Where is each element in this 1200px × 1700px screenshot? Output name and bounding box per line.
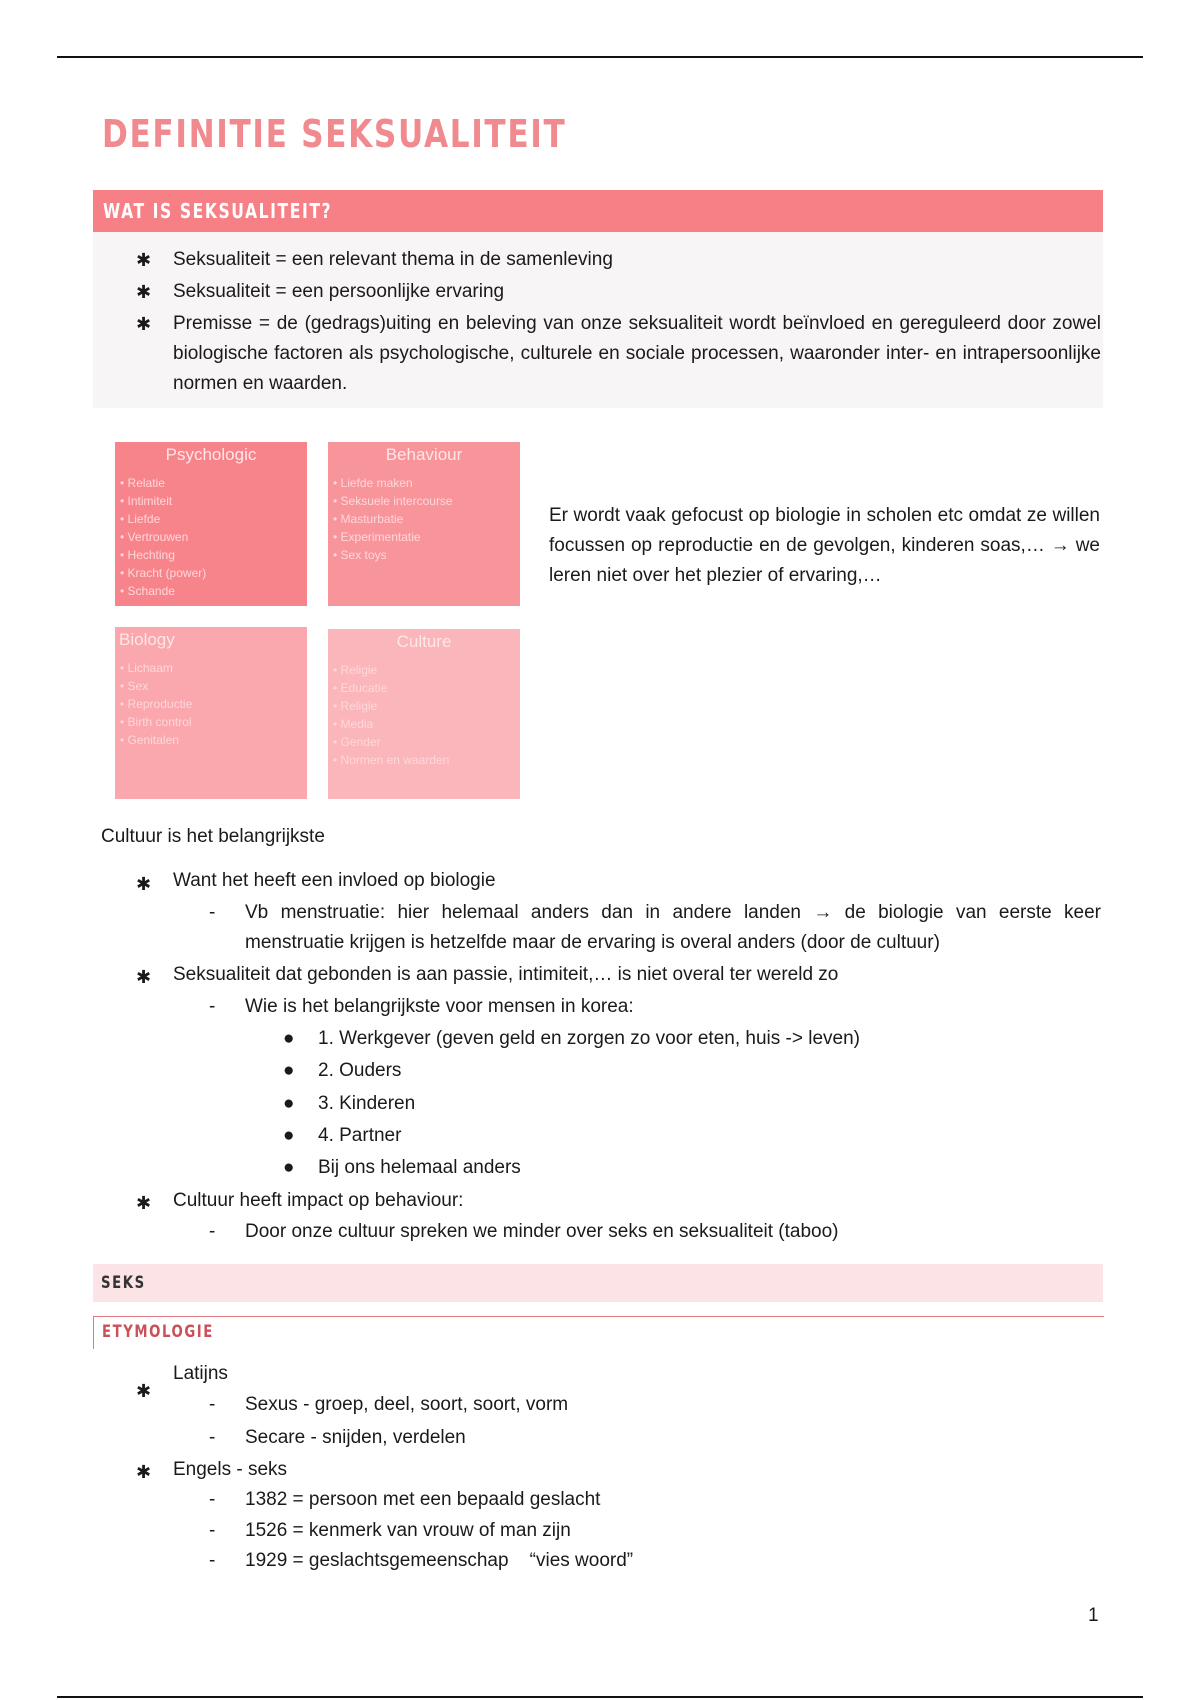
bullet-star-icon: ✱ [136, 314, 152, 334]
etymology-subitem: Sexus - groep, deel, soort, soort, vorm [245, 1394, 569, 1415]
diagram-box-biology [115, 627, 307, 799]
korea-list-item: Bij ons helemaal anders [318, 1157, 521, 1178]
diagram-item: • Experimentatie [333, 528, 453, 546]
dash-icon: - [209, 1489, 216, 1510]
korea-list-item: 2. Ouders [318, 1060, 402, 1081]
dash-icon: - [209, 1221, 216, 1242]
bullet-star-icon: ✱ [136, 250, 152, 270]
bullet-star-icon: ✱ [136, 874, 152, 894]
page-number: 1 [1088, 1605, 1099, 1626]
header-rule [57, 56, 1143, 58]
diagram-box-title: Biology [119, 630, 175, 649]
diagram-box-title: Behaviour [385, 445, 463, 464]
diagram-box-culture [328, 629, 520, 799]
dash-icon: - [209, 1427, 216, 1448]
etymology-heading: ETYMOLOGIE [102, 1322, 214, 1342]
culture-subitem: Door onze cultuur spreken we minder over seks en seksualiteit (taboo) [245, 1221, 839, 1242]
bullet-star-icon: ✱ [136, 282, 152, 302]
diagram-item: • Educatie [333, 679, 449, 697]
diagram-item: • Masturbatie [333, 510, 453, 528]
dash-icon: - [209, 1394, 216, 1415]
etymology-subitem: Secare - snijden, verdelen [245, 1427, 466, 1448]
diagram-item: • Normen en waarden [333, 751, 449, 769]
diagram-item: • Sex toys [333, 546, 453, 564]
section-heading: WAT IS SEKSUALITEIT? [103, 199, 333, 223]
footer-rule [57, 1696, 1143, 1698]
section-heading-band [93, 190, 1103, 232]
korea-list-item: 1. Werkgever (geven geld en zorgen zo voor eten, huis -> leven) [318, 1028, 860, 1049]
seks-heading: SEKS [101, 1273, 146, 1293]
bullet-star-icon: ✱ [136, 1381, 152, 1401]
diagram-item: • Birth control [120, 713, 192, 731]
seks-heading-band [93, 1264, 1103, 1302]
bullet-dot-icon: ● [283, 1060, 295, 1081]
dash-icon: - [209, 902, 216, 923]
culture-heading: Cultuur is het belangrijkste [101, 826, 325, 847]
bullet-star-icon: ✱ [136, 967, 152, 987]
culture-subitem: Vb menstruatie: hier helemaal anders dan in andere landen → de biologie van eerste keer menstruatie krijgen is hetzelfde maar de ervaring is overal anders (door de cultuur) [245, 902, 1101, 953]
diagram-box-title: Culture [396, 632, 452, 651]
etymology-bullet: Latijns [173, 1363, 228, 1384]
diagram-item: • Reproductie [120, 695, 192, 713]
diagram-box-list [333, 661, 449, 769]
diagram-item: • Sex [120, 677, 192, 695]
diagram-item: • Religie [333, 697, 449, 715]
etymology-heading-band [93, 1316, 1104, 1349]
diagram-box-psychologic [115, 442, 307, 606]
bullet-dot-icon: ● [283, 1125, 295, 1146]
diagram-item: • Genitalen [120, 731, 192, 749]
bullet-star-icon: ✱ [136, 1462, 152, 1482]
page-title: DEFINITIE SEKSUALITEIT [102, 112, 567, 156]
korea-list-item: 4. Partner [318, 1125, 402, 1146]
diagram-box-title: Psychologic [165, 445, 257, 464]
diagram-item: • Relatie [120, 474, 206, 492]
diagram-item: • Media [333, 715, 449, 733]
bullet-dot-icon: ● [283, 1028, 295, 1049]
diagram-box-list [120, 474, 206, 600]
diagram-box-behaviour [328, 442, 520, 606]
diagram-item: • Gender [333, 733, 449, 751]
intro-bullet: Premisse = de (gedrags)uiting en beleving van onze seksualiteit wordt beïnvloed en gereguleerd door zowel biologische factoren als psychologische, culturele en sociale processen, waaronder inter- en intrapersoonlijke normen en waarden. [173, 313, 1101, 394]
bullet-star-icon: ✱ [136, 1193, 152, 1213]
korea-list-item: 3. Kinderen [318, 1093, 416, 1114]
culture-bullet: Cultuur heeft impact op behaviour: [173, 1190, 464, 1211]
culture-bullet: Want het heeft een invloed op biologie [173, 870, 496, 891]
diagram-box-list [333, 474, 453, 564]
diagram-item: • Liefde maken [333, 474, 453, 492]
intro-bullet: Seksualiteit = een relevant thema in de samenleving [173, 249, 613, 270]
diagram-item: • Hechting [120, 546, 206, 564]
diagram-item: • Liefde [120, 510, 206, 528]
culture-subitem: Wie is het belangrijkste voor mensen in korea: [245, 996, 634, 1017]
dash-icon: - [209, 1550, 216, 1571]
etymology-subitem: 1526 = kenmerk van vrouw of man zijn [245, 1520, 571, 1541]
diagram-item: • Lichaam [120, 659, 192, 677]
intro-bullet: Seksualiteit = een persoonlijke ervaring [173, 281, 505, 302]
diagram-item: • Vertrouwen [120, 528, 206, 546]
bullet-dot-icon: ● [283, 1157, 295, 1178]
diagram-item: • Seksuele intercourse [333, 492, 453, 510]
culture-bullet: Seksualiteit dat gebonden is aan passie, intimiteit,… is niet overal ter wereld zo [173, 964, 839, 985]
diagram-item: • Religie [333, 661, 449, 679]
etymology-subitem: 1929 = geslachtsgemeenschap “vies woord” [245, 1550, 634, 1571]
diagram-item: • Schande [120, 582, 206, 600]
etymology-bullet: Engels - seks [173, 1459, 288, 1480]
diagram-box-list [120, 659, 192, 749]
dash-icon: - [209, 1520, 216, 1541]
etymology-subitem: 1382 = persoon met een bepaald geslacht [245, 1489, 601, 1510]
diagram-item: • Intimiteit [120, 492, 206, 510]
side-note: Er wordt vaak gefocust op biologie in scholen etc omdat ze willen focussen op reproductie en de gevolgen, kinderen soas,… → we leren niet over het plezier of ervaring,… [549, 505, 1100, 586]
diagram-item: • Kracht (power) [120, 564, 206, 582]
bullet-dot-icon: ● [283, 1093, 295, 1114]
dash-icon: - [209, 996, 216, 1017]
